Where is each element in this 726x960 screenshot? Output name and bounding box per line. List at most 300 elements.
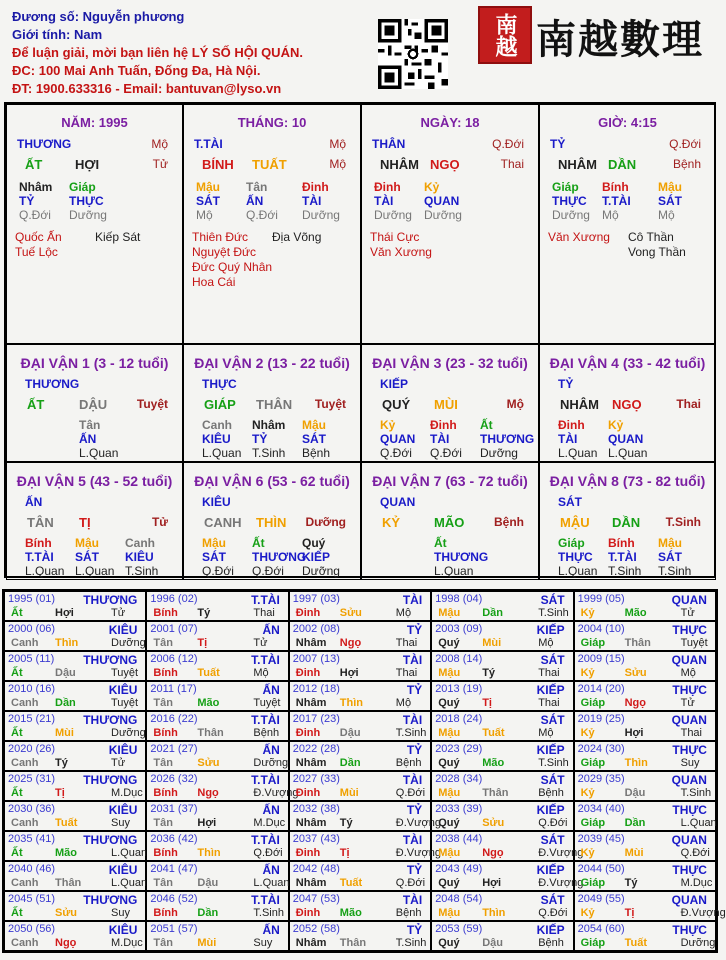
hidden-stem: Kỷ: [424, 180, 440, 194]
year-life: T.Sinh: [395, 727, 427, 739]
year-stem: Giáp: [580, 757, 606, 769]
year-life: Mộ: [538, 637, 554, 649]
dai-van-branch: NGỌ: [612, 397, 642, 412]
year-life: Mộ: [395, 607, 412, 619]
year-god: T.TÀI: [251, 773, 280, 787]
hidden-god: TÀI: [374, 194, 394, 208]
year-label: 2006 (12): [150, 653, 198, 665]
dai-van-stem: GIÁP: [204, 397, 236, 412]
year-branch: Dần: [624, 817, 646, 829]
dai-van-hidden-god: TỶ: [252, 432, 268, 446]
year-label: 2046 (52): [150, 893, 198, 905]
dai-van-hidden-god: ẤN: [79, 432, 97, 446]
year-god: THƯƠNG: [83, 773, 138, 787]
dai-van-hidden-stem: Nhâm: [252, 418, 286, 432]
star-left: Văn Xương: [548, 230, 610, 244]
year-god: TÀI: [402, 893, 423, 907]
year-god: TÀI: [402, 593, 423, 607]
star-right: Cô Thần: [628, 230, 674, 244]
year-stem: Đinh: [295, 787, 321, 799]
dai-van-hidden-stem: Đinh: [430, 418, 457, 432]
year-branch: Mão: [197, 697, 220, 709]
year-life: Mộ: [680, 667, 696, 679]
year-life: Thai: [253, 607, 275, 619]
year-branch: Dậu: [55, 667, 76, 679]
year-stem: Đinh: [295, 847, 321, 859]
pillar-branch: NGỌ: [430, 157, 460, 172]
year-life: Bệnh: [395, 907, 422, 919]
hidden-stem: Tân: [246, 180, 268, 194]
star-right: Địa Võng: [272, 230, 322, 244]
dai-van-stem: QUÝ: [382, 397, 411, 412]
year-branch: Tý: [197, 607, 211, 619]
year-life: Tử: [253, 637, 268, 649]
year-label: 2007 (13): [292, 653, 340, 665]
dai-van-box: [6, 462, 183, 580]
year-stem: Nhâm: [295, 937, 327, 949]
year-life: Mộ: [253, 667, 269, 679]
dai-van-life: Thai: [676, 397, 701, 411]
year-branch: Tuất: [55, 817, 78, 829]
year-label: 2045 (51): [8, 893, 56, 905]
year-god: KIÊU: [108, 863, 138, 877]
dai-van-stem: NHÂM: [560, 397, 599, 412]
year-life: Tuyệt: [111, 667, 139, 679]
year-label: 2013 (19): [435, 683, 483, 695]
hidden-stem: Mậu: [658, 180, 682, 194]
year-label: 1995 (01): [8, 593, 56, 605]
year-cell: [574, 651, 716, 681]
year-life: Đ.Vượng: [253, 787, 299, 799]
year-branch: Tuất: [197, 667, 220, 679]
year-label: 2000 (06): [8, 623, 56, 635]
year-branch: Mùi: [482, 637, 502, 649]
dai-van-box: [361, 462, 539, 580]
year-life: Q.Đới: [680, 847, 710, 859]
dai-van-hidden-life: Dưỡng: [480, 446, 518, 460]
year-label: 2005 (11): [8, 653, 55, 665]
pillar-title: THÁNG: 10: [237, 115, 307, 130]
year-branch: Mùi: [197, 937, 217, 949]
dai-van-god: KIÊU: [202, 495, 231, 509]
dai-van-life: Tuyệt: [136, 397, 168, 411]
year-life: M.Dục: [253, 817, 286, 829]
header-info: [12, 8, 303, 98]
dai-van-hidden-god: TÀI: [430, 432, 450, 446]
dai-van-title: ĐẠI VẬN 3 (23 - 32 tuổi): [372, 355, 528, 371]
dai-van-hidden-life: L.Quan: [608, 446, 648, 460]
year-branch: Tị: [482, 697, 492, 709]
year-branch: Dậu: [339, 727, 361, 739]
dai-van-god: THỰC: [202, 377, 237, 391]
year-stem: Canh: [11, 937, 39, 949]
phone-email: ĐT: 1900.633316 - Email: bantuvan@lyso.vn: [12, 81, 282, 96]
year-label: 1998 (04): [435, 593, 483, 605]
year-branch: Thân: [482, 787, 509, 799]
year-life: Thai: [538, 697, 560, 709]
dai-van-hidden-life: L.Quan: [202, 446, 242, 460]
year-stem: Ất: [11, 787, 23, 799]
dai-van-hidden-life: Q.Đới: [252, 564, 284, 578]
year-label: 2003 (09): [435, 623, 483, 635]
dai-van-hidden-life: Q.Đới: [380, 446, 412, 460]
star-left: Thái Cực: [370, 230, 420, 244]
year-god: KIẾP: [536, 683, 565, 697]
year-life: Mộ: [395, 697, 412, 709]
pillar-right-mid: Bệnh: [672, 157, 701, 171]
hidden-life: Dưỡng: [552, 208, 590, 222]
qr-code-icon: [378, 19, 448, 89]
dai-van-hidden-god: TÀI: [558, 432, 578, 446]
year-label: 2035 (41): [8, 833, 56, 845]
year-stem: Tân: [153, 937, 173, 949]
pillar-right-mid: Tử: [152, 157, 168, 171]
year-stem: Tân: [153, 877, 173, 889]
year-god: THƯƠNG: [83, 653, 138, 667]
year-label: 2053 (59): [435, 923, 483, 935]
pillar-right-top: Q.Đới: [492, 137, 524, 151]
year-life: Tử: [111, 607, 126, 619]
year-cell: [289, 591, 431, 621]
year-stem: Đinh: [295, 727, 321, 739]
year-life: L.Quan: [253, 877, 290, 889]
year-label: 2054 (60): [577, 923, 625, 935]
year-branch: Mão: [624, 607, 647, 619]
year-cell: [289, 711, 431, 741]
year-life: Tử: [680, 697, 695, 709]
year-stem: Giáp: [580, 877, 606, 889]
year-stem: Ất: [11, 847, 23, 859]
year-god: T.TÀI: [251, 713, 280, 727]
dai-van-life: Tử: [151, 515, 168, 529]
dai-van-hidden-god: THƯƠNG: [252, 550, 307, 564]
year-branch: Tý: [624, 877, 638, 889]
dai-van-hidden-life: Dưỡng: [302, 564, 340, 578]
year-life: Thai: [538, 667, 560, 679]
year-label: 2030 (36): [8, 803, 56, 815]
dai-van-branch: THÂN: [256, 397, 293, 412]
year-stem: Quý: [438, 877, 460, 889]
year-god: QUAN: [671, 833, 707, 847]
year-stem: Bính: [153, 667, 178, 679]
dai-van-hidden-god: KIẾP: [302, 550, 331, 564]
year-label: 2024 (30): [577, 743, 625, 755]
dai-van-hidden-god: THỰC: [558, 550, 593, 564]
year-stem: Giáp: [580, 637, 606, 649]
year-god: TỶ: [406, 923, 423, 937]
year-life: Đ.Vượng: [680, 907, 726, 919]
year-stem: Ất: [11, 727, 23, 739]
dai-van-hidden-god: QUAN: [380, 432, 416, 446]
year-stem: Canh: [11, 637, 39, 649]
dai-van-title: ĐẠI VẬN 5 (43 - 52 tuổi): [16, 473, 173, 489]
year-stem: Đinh: [295, 607, 321, 619]
year-cell: [4, 891, 146, 921]
year-branch: Mão: [339, 907, 362, 919]
dai-van-stem: MẬU: [560, 515, 590, 530]
dai-van-life: T.Sinh: [665, 515, 701, 529]
year-branch: Thân: [624, 637, 651, 649]
star-right: Kiếp Sát: [95, 230, 141, 244]
hidden-god: SÁT: [196, 194, 220, 208]
year-cell: [146, 861, 288, 891]
dai-van-hidden-stem: Đinh: [558, 418, 585, 432]
year-life: Bệnh: [538, 787, 564, 799]
dai-van-hidden-stem: Quý: [302, 536, 326, 550]
year-life: Dưỡng: [111, 727, 146, 739]
year-branch: Tị: [339, 847, 350, 859]
year-stem: Kỷ: [580, 847, 595, 859]
year-life: Suy: [680, 757, 700, 769]
year-stem: Ất: [11, 607, 23, 619]
year-cell: [574, 801, 716, 831]
dai-van-title: ĐẠI VẬN 4 (33 - 42 tuổi): [549, 355, 706, 371]
year-god: SÁT: [540, 773, 565, 787]
year-branch: Mùi: [55, 727, 74, 739]
year-cell: [289, 741, 431, 771]
star-left: Nguyệt Đức: [192, 245, 257, 259]
year-stem: Bính: [153, 727, 178, 739]
year-life: Q.Đới: [253, 847, 283, 859]
year-label: 2017 (23): [292, 713, 340, 725]
dai-van-branch: DẦN: [612, 515, 641, 530]
year-god: T.TÀI: [251, 893, 280, 907]
year-cell: [4, 921, 146, 951]
hidden-god: THỰC: [552, 194, 587, 208]
year-cell: [574, 591, 716, 621]
year-label: 2048 (54): [435, 893, 483, 905]
dai-van-hidden-stem: Bính: [608, 536, 635, 550]
year-stem: Quý: [438, 757, 460, 769]
star-left: Hoa Cái: [192, 275, 236, 289]
year-god: THỰC: [672, 863, 707, 877]
hidden-god: TỶ: [19, 194, 35, 208]
year-stem: Kỷ: [580, 727, 595, 739]
year-god: T.TÀI: [251, 653, 280, 667]
year-life: Suy: [111, 907, 130, 919]
year-cell: [4, 591, 146, 621]
year-cell: [431, 891, 573, 921]
dai-van-hidden-stem: Mậu: [75, 536, 99, 550]
year-life: Thai: [395, 637, 418, 649]
year-cell: [289, 921, 431, 951]
hidden-life: Q.Đới: [19, 208, 51, 222]
year-stem: Mậu: [438, 787, 461, 799]
year-life: Đ.Vượng: [395, 817, 441, 829]
year-label: 2052 (58): [292, 923, 340, 935]
dai-van-life: Dưỡng: [305, 515, 346, 529]
address: ĐC: 100 Mai Anh Tuấn, Đống Đa, Hà Nội.: [12, 63, 261, 78]
pillar-god: T.TÀI: [194, 137, 223, 151]
year-label: 2028 (34): [435, 773, 483, 785]
year-life: Đ.Vượng: [395, 847, 441, 859]
year-god: KIẾP: [536, 863, 565, 877]
year-cell: [289, 801, 441, 831]
year-branch: Ngọ: [482, 847, 504, 859]
year-label: 2022 (28): [292, 743, 340, 755]
hidden-stem: Giáp: [69, 180, 96, 194]
dai-van-hidden-stem: Ất: [252, 536, 265, 550]
year-branch: Tị: [55, 787, 65, 799]
year-god: QUAN: [671, 593, 707, 607]
seal-text: 南越: [492, 13, 518, 57]
hidden-stem: Bính: [602, 180, 629, 194]
year-life: T.Sinh: [538, 757, 569, 769]
dai-van-branch: DẬU: [79, 397, 108, 412]
year-cell: [574, 681, 716, 711]
dai-van-branch: MÃO: [434, 515, 465, 530]
year-life: Tử: [680, 607, 695, 619]
year-cell: [289, 771, 431, 801]
dai-van-hidden-god: T.TÀI: [25, 550, 54, 564]
pillar-stem: NHÂM: [558, 157, 597, 172]
year-cell: [431, 771, 573, 801]
year-branch: Thân: [339, 937, 367, 949]
star-right: Vong Thần: [628, 245, 686, 259]
year-god: SÁT: [540, 833, 565, 847]
year-branch: Hợi: [339, 667, 359, 679]
dai-van-box: [183, 344, 361, 462]
year-branch: Ngọ: [624, 697, 646, 709]
year-label: 2014 (20): [577, 683, 625, 695]
year-god: ẤN: [262, 623, 280, 637]
owner-name: Đương số: Nguyễn phương: [12, 9, 185, 24]
year-god: QUAN: [671, 653, 707, 667]
year-stem: Ất: [11, 667, 23, 679]
year-god: QUAN: [671, 713, 707, 727]
year-life: Dưỡng: [111, 637, 146, 649]
dai-van-box: [361, 344, 539, 462]
dai-van-hidden-stem: Mậu: [202, 536, 226, 550]
star-left: Văn Xương: [370, 245, 432, 259]
pillar-stem: ẤT: [25, 157, 43, 172]
pillar-god: TỶ: [550, 137, 566, 151]
year-stem: Bính: [153, 847, 178, 859]
star-left: Tuế Lộc: [15, 245, 58, 259]
year-branch: Hợi: [55, 607, 74, 619]
year-branch: Mão: [55, 847, 77, 859]
pillar-god: THƯƠNG: [17, 137, 72, 151]
year-god: THƯƠNG: [83, 893, 138, 907]
dai-van-hidden-stem: Ất: [434, 536, 447, 550]
year-life: L.Quan: [111, 847, 148, 859]
year-cell: [431, 711, 573, 741]
hidden-stem: Giáp: [552, 180, 579, 194]
dai-van-god: ẤN: [25, 495, 43, 509]
year-god: THỰC: [672, 683, 707, 697]
year-label: 2027 (33): [292, 773, 340, 785]
year-label: 2037 (43): [292, 833, 340, 845]
hidden-life: Dưỡng: [302, 208, 340, 222]
year-god: T.TÀI: [251, 593, 280, 607]
year-cell: [146, 771, 299, 801]
year-label: 2033 (39): [435, 803, 483, 815]
year-label: 1999 (05): [577, 593, 625, 605]
dai-van-hidden-stem: Kỷ: [608, 418, 624, 432]
dai-van-hidden-god: T.TÀI: [608, 550, 637, 564]
year-god: QUAN: [671, 893, 707, 907]
year-life: Tuyệt: [111, 697, 139, 709]
year-cell: [431, 831, 584, 861]
year-god: THỰC: [672, 623, 707, 637]
year-label: 2038 (44): [435, 833, 483, 845]
year-god: TÀI: [402, 773, 423, 787]
hidden-stem: Đinh: [374, 180, 401, 194]
dai-van-hidden-life: T.Sinh: [658, 564, 692, 578]
dai-van-box: [6, 344, 183, 462]
year-stem: Tân: [153, 817, 173, 829]
hidden-god: TÀI: [302, 194, 322, 208]
year-cell: [146, 651, 288, 681]
hidden-stem: Nhâm: [19, 180, 53, 194]
year-life: M.Dục: [111, 937, 143, 949]
year-cell: [146, 741, 288, 771]
year-god: THƯƠNG: [83, 593, 138, 607]
year-cell: [431, 861, 584, 891]
hidden-god: ẤN: [246, 194, 264, 208]
year-cell: [574, 861, 716, 891]
year-god: KIÊU: [108, 923, 138, 937]
year-label: 2044 (50): [577, 863, 625, 875]
year-branch: Tý: [55, 757, 68, 769]
year-stem: Nhâm: [295, 697, 327, 709]
year-life: T.Sinh: [680, 787, 712, 799]
year-stem: Quý: [438, 817, 460, 829]
year-stem: Mậu: [438, 907, 461, 919]
year-cell: [146, 591, 288, 621]
year-branch: Dậu: [197, 877, 219, 889]
hidden-life: Q.Đới: [246, 208, 278, 222]
dai-van-title: ĐẠI VẬN 8 (73 - 82 tuổi): [549, 473, 706, 489]
year-label: 2047 (53): [292, 893, 340, 905]
pillar-right-top: Mộ: [151, 137, 168, 151]
year-life: Dưỡng: [253, 757, 289, 769]
year-branch: Tị: [624, 907, 635, 919]
dai-van-life: Bệnh: [494, 515, 524, 529]
year-life: Q.Đới: [395, 787, 426, 799]
dai-van-title: ĐẠI VẬN 1 (3 - 12 tuổi): [20, 355, 169, 371]
year-god: THỰC: [672, 803, 707, 817]
pillar-branch: TUẤT: [252, 157, 287, 172]
year-label: 2049 (55): [577, 893, 625, 905]
year-branch: Ngọ: [197, 787, 219, 799]
year-god: TỶ: [406, 863, 423, 877]
year-cell: [574, 921, 716, 951]
year-god: ẤN: [262, 683, 280, 697]
pillar-stem: BÍNH: [202, 157, 234, 172]
red-seal-stamp: [478, 6, 532, 64]
year-god: THỰC: [672, 743, 707, 757]
pillar-box: [183, 104, 361, 344]
year-cell: [4, 771, 146, 801]
year-life: Bệnh: [538, 937, 564, 949]
year-cell: [289, 621, 431, 651]
dai-van-branch: THÌN: [256, 515, 287, 530]
year-god: ẤN: [262, 863, 280, 877]
dai-van-hidden-life: L.Quan: [558, 446, 598, 460]
year-branch: Tý: [482, 667, 496, 679]
year-cell: [4, 711, 146, 741]
year-branch: Sửu: [55, 907, 78, 919]
chart-grid: [4, 102, 716, 578]
dai-van-hidden-god: THƯƠNG: [434, 550, 489, 564]
year-cell: [289, 861, 431, 891]
year-cell: [4, 681, 146, 711]
year-cell: [574, 711, 716, 741]
hidden-god: THỰC: [69, 194, 104, 208]
year-cell: [574, 771, 716, 801]
dai-van-stem: CANH: [204, 515, 242, 530]
